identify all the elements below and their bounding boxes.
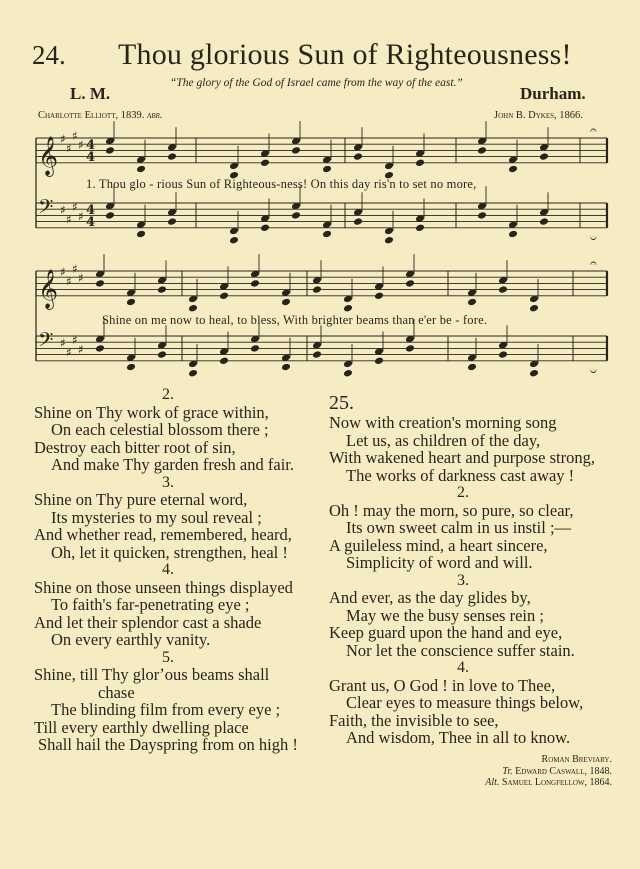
note-head <box>250 344 260 353</box>
note-head <box>95 344 105 353</box>
time-signature: 4 <box>86 150 96 165</box>
hymn25-number: 25. <box>329 392 354 414</box>
verse-2: 2. Shine on Thy work of grace within, On each celestial blossom there ; Destroy each bitter root of sin, And make Thy garden fresh and fair. <box>34 386 294 474</box>
note-head <box>415 224 425 233</box>
time-signature: 4 <box>86 203 96 218</box>
note-head <box>384 236 394 245</box>
bass-clef-icon: 𝄢 <box>38 195 54 223</box>
note-head <box>374 357 384 366</box>
sharp-icon: ♯ <box>78 138 84 153</box>
note-head <box>95 279 105 288</box>
sharp-icon: ♯ <box>66 141 72 156</box>
sharp-icon: ♯ <box>72 261 78 276</box>
translator-credit: Tr. Edward Caswall, 1848. <box>502 765 612 777</box>
hymn25-credits <box>485 754 612 789</box>
note-head <box>126 363 136 372</box>
note-head <box>508 165 518 174</box>
note-head <box>415 159 425 168</box>
verse-5: 5. Shine, till Thy glorʼous beams shall chase The blinding film from every eye ; Till every earthly dwelling place Shall hail the Dayspring from on high ! <box>34 648 298 754</box>
hymn25-verses <box>329 414 595 747</box>
sharp-icon: ♯ <box>78 209 84 224</box>
note-head <box>405 344 415 353</box>
note-head <box>136 230 146 239</box>
hymn-epigraph: “The glory of the God of Israel came from the way of the east.” <box>170 77 463 89</box>
music-score <box>0 0 640 390</box>
fermata-icon: 𝄑 <box>590 230 597 245</box>
note-head <box>281 363 291 372</box>
note-head <box>229 236 239 245</box>
note-head <box>260 224 270 233</box>
note-head <box>219 357 229 366</box>
note-head <box>467 298 477 307</box>
note-head <box>291 146 301 155</box>
fermata-icon: 𝄐 <box>590 123 597 137</box>
hymn25-verse-3: 3. And ever, as the day glides by, May we the busy senses rein ; Keep guard upon the hand and eye, Nor let the conscience suffer stain. <box>329 571 575 660</box>
note-head <box>260 159 270 168</box>
sharp-icon: ♯ <box>78 342 84 357</box>
note-head <box>188 369 198 378</box>
note-head <box>477 146 487 155</box>
note-head <box>374 292 384 301</box>
treble-clef-icon: 𝄞 <box>38 135 59 176</box>
treble-clef-icon: 𝄞 <box>38 268 59 309</box>
sharp-icon: ♯ <box>66 212 72 227</box>
bass-clef-icon: 𝄢 <box>38 328 54 356</box>
note-head <box>529 304 539 313</box>
time-signature: 4 <box>86 138 96 153</box>
note-head <box>322 165 332 174</box>
hymn-number: 24. <box>32 40 66 70</box>
sharp-icon: ♯ <box>60 203 66 218</box>
sharp-icon: ♯ <box>72 128 78 143</box>
note-head <box>529 369 539 378</box>
alteration-credit: Alt. Samuel Longfellow, 1864. <box>485 777 612 788</box>
hymn-title: Thou glorious Sun of Righteousness! <box>118 38 572 71</box>
fermata-icon: 𝄐 <box>590 256 597 270</box>
time-signature: 4 <box>86 215 96 230</box>
note-head <box>498 285 508 294</box>
note-head <box>343 304 353 313</box>
note-head <box>343 369 353 378</box>
note-head <box>105 146 115 155</box>
note-head <box>467 363 477 372</box>
lyric-line-1: 1. Thou glo - rious Sun of Righteous-ness! On this day ris'n to set no more, <box>86 177 477 191</box>
note-head <box>322 230 332 239</box>
note-head <box>105 211 115 220</box>
source-credit: Roman Breviary. <box>541 754 612 765</box>
note-head <box>136 165 146 174</box>
note-head <box>353 152 363 161</box>
verse-3: 3. Shine on Thy pure eternal word, Its mysteries to my soul reveal ; And whether read, remembered, heard, Oh, let it quicken, strengthen, heal ! <box>34 473 292 562</box>
hymn25-verse-2: 2. Oh ! may the morn, so pure, so clear, Its own sweet calm in us instil ;— A guileless mind, a heart sincere, Simplicity of word and will. <box>329 484 574 572</box>
note-head <box>281 298 291 307</box>
meter-label: L. M. <box>70 84 111 103</box>
hymn25-verse-1: Now with creation's morning song Let us, as children of the day, With wakened heart and purpose strong, The works of darkness cast away ! <box>329 413 596 485</box>
verse-4: 4. Shine on those unseen things displayed To faith's far-penetrating eye ; And let their splendor cast a shade On every earthly vanity. <box>34 561 293 649</box>
note-head <box>157 285 167 294</box>
note-head <box>291 211 301 220</box>
author-credit: Charlotte Elliott, 1839. abr. <box>38 110 163 121</box>
sharp-icon: ♯ <box>72 200 78 215</box>
note-head <box>167 217 177 226</box>
note-head <box>405 279 415 288</box>
sharp-icon: ♯ <box>66 345 72 360</box>
note-head <box>508 230 518 239</box>
note-head <box>188 304 198 313</box>
hymn24-verses <box>34 386 298 754</box>
note-head <box>126 298 136 307</box>
sharp-icon: ♯ <box>60 265 66 279</box>
note-head <box>477 211 487 220</box>
note-head <box>219 292 229 301</box>
lyric-line-2: Shine on me now to heal, to bless, With brighter beams than e'er be - fore. <box>102 313 488 327</box>
tune-name: Durham. <box>520 84 586 103</box>
note-head <box>157 350 167 359</box>
composer-credit: John B. Dykes, 1866. <box>494 110 583 121</box>
note-head <box>539 217 549 226</box>
sharp-icon: ♯ <box>66 274 72 289</box>
note-head <box>312 350 322 359</box>
note-head <box>539 152 549 161</box>
sharp-icon: ♯ <box>60 132 66 146</box>
note-head <box>250 279 260 288</box>
note-head <box>498 350 508 359</box>
hymn25-verse-4: 4. Grant us, O God ! in love to Thee, Clear eyes to measure things below, Faith, the invisible to see, And wisdom, Thee in all to know. <box>329 659 584 747</box>
note-head <box>312 285 322 294</box>
fermata-icon: 𝄑 <box>590 363 597 378</box>
sharp-icon: ♯ <box>72 333 78 348</box>
note-head <box>353 217 363 226</box>
sharp-icon: ♯ <box>78 271 84 286</box>
sharp-icon: ♯ <box>60 336 66 351</box>
note-head <box>167 152 177 161</box>
